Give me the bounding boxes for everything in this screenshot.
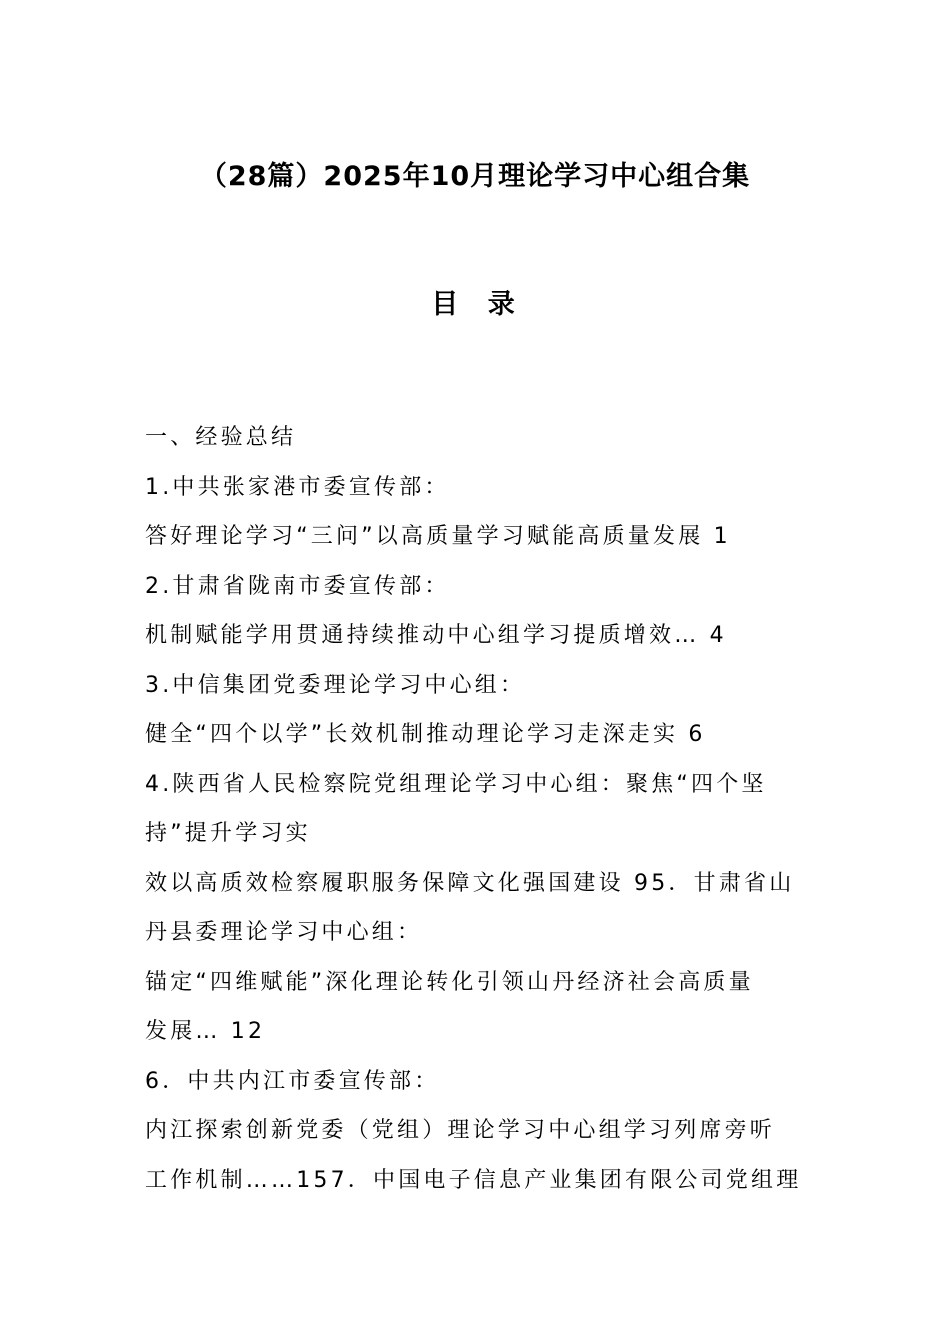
toc-section-heading: 一、经验总结 (145, 425, 297, 450)
toc-entry[interactable]: 机制赋能学用贯通持续推动中心组学习提质增效… 4 (145, 623, 727, 648)
toc-entry[interactable]: 发展… 12 (145, 1019, 266, 1044)
toc-entry[interactable]: 4.陕西省人民检察院党组理论学习中心组：聚焦“四个坚 (145, 771, 767, 797)
toc-entry[interactable]: 6．中共内江市委宣传部： (145, 1068, 440, 1094)
toc-entry[interactable]: 内江探索创新党委（党组）理论学习中心组学习列席旁听 (145, 1118, 776, 1143)
toc-entry[interactable]: 2.甘肃省陇南市委宣传部： (145, 573, 450, 599)
toc-entry[interactable]: 持”提升学习实 (145, 821, 311, 846)
toc-entry[interactable]: 1.中共张家港市委宣传部： (145, 474, 450, 500)
toc-entry[interactable]: 答好理论学习“三问”以高质量学习赋能高质量发展 1 (145, 524, 731, 549)
toc-entry[interactable]: 效以高质效检察履职服务保障文化强国建设 95．甘肃省山 (145, 870, 795, 896)
toc-entry[interactable]: 工作机制……157．中国电子信息产业集团有限公司党组理 (145, 1167, 802, 1193)
document-title: （28篇）2025年10月理论学习中心组合集 (199, 161, 751, 192)
toc-entry[interactable]: 锚定“四维赋能”深化理论转化引领山丹经济社会高质量 (145, 969, 754, 995)
toc-entry[interactable]: 健全“四个以学”长效机制推动理论学习走深走实 6 (145, 722, 706, 747)
toc-heading: 目 录 (431, 289, 525, 320)
table-of-contents (145, 413, 810, 1205)
toc-entry[interactable]: 3.中信集团党委理论学习中心组： (145, 672, 526, 698)
toc-entry[interactable]: 丹县委理论学习中心组： (145, 920, 423, 945)
